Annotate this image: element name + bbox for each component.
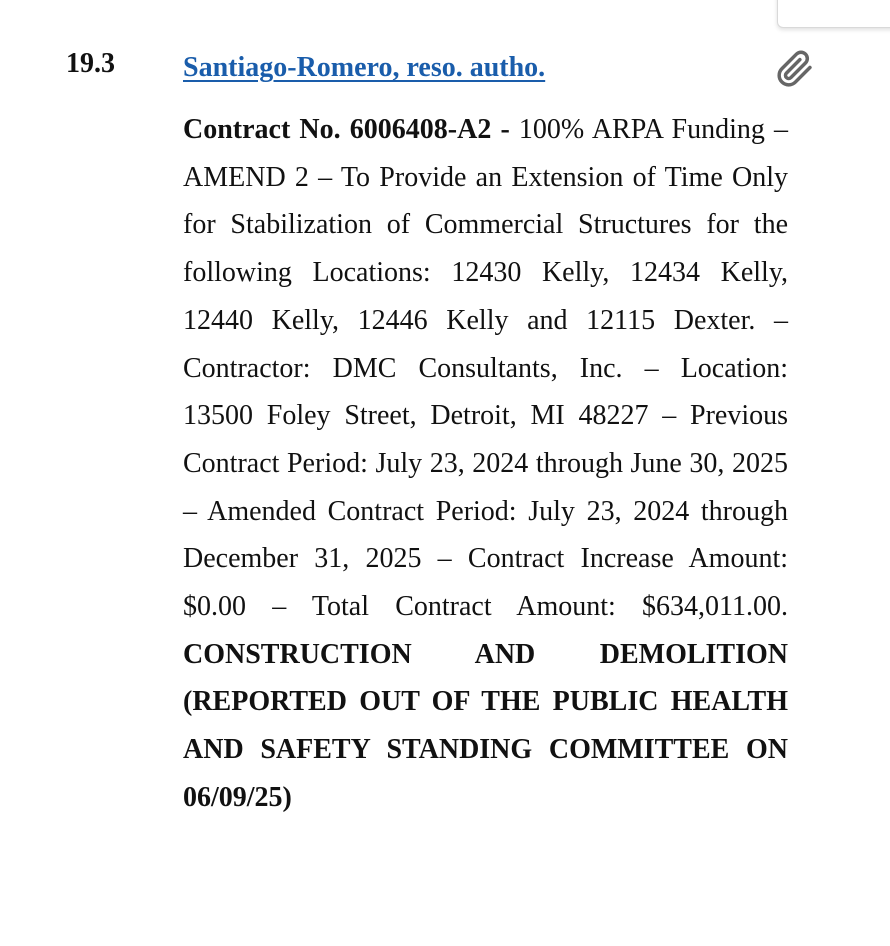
committee-note: CONSTRUCTION AND DEMOLITION (REPORTED OUT OF THE PUBLIC HEALTH AND SAFETY STANDING COMMITTEE ON 06/09/25) (183, 638, 788, 813)
contract-description (183, 106, 788, 822)
top-panel-edge (777, 0, 890, 28)
paperclip-icon[interactable] (776, 50, 814, 88)
item-number: 19.3 (66, 48, 115, 79)
sponsor-resolution-link[interactable]: Santiago-Romero, reso. autho. (183, 52, 546, 83)
contract-details: 100% ARPA Funding – AMEND 2 – To Provide an Extension of Time Only for Stabilization of Commercial Structures for the following Locations: 12430 Kelly, 12434 Kelly, 12440 Kelly, 12446 Kelly and 12115 Dexter. – Contractor: DMC Consultants, Inc. – Location: 13500 Foley Street, Detroit, MI 48227 – Previous Contract Period: July 23, 2024 through June 30, 2025 – Amended Contract Period: July 23, 2024 through December 31, 2025 – Contract Increase Amount: $0.00 – Total Contract Amount: $634,011.00. (183, 114, 788, 623)
contract-heading: Contract No. 6006408-A2 - (183, 114, 510, 145)
